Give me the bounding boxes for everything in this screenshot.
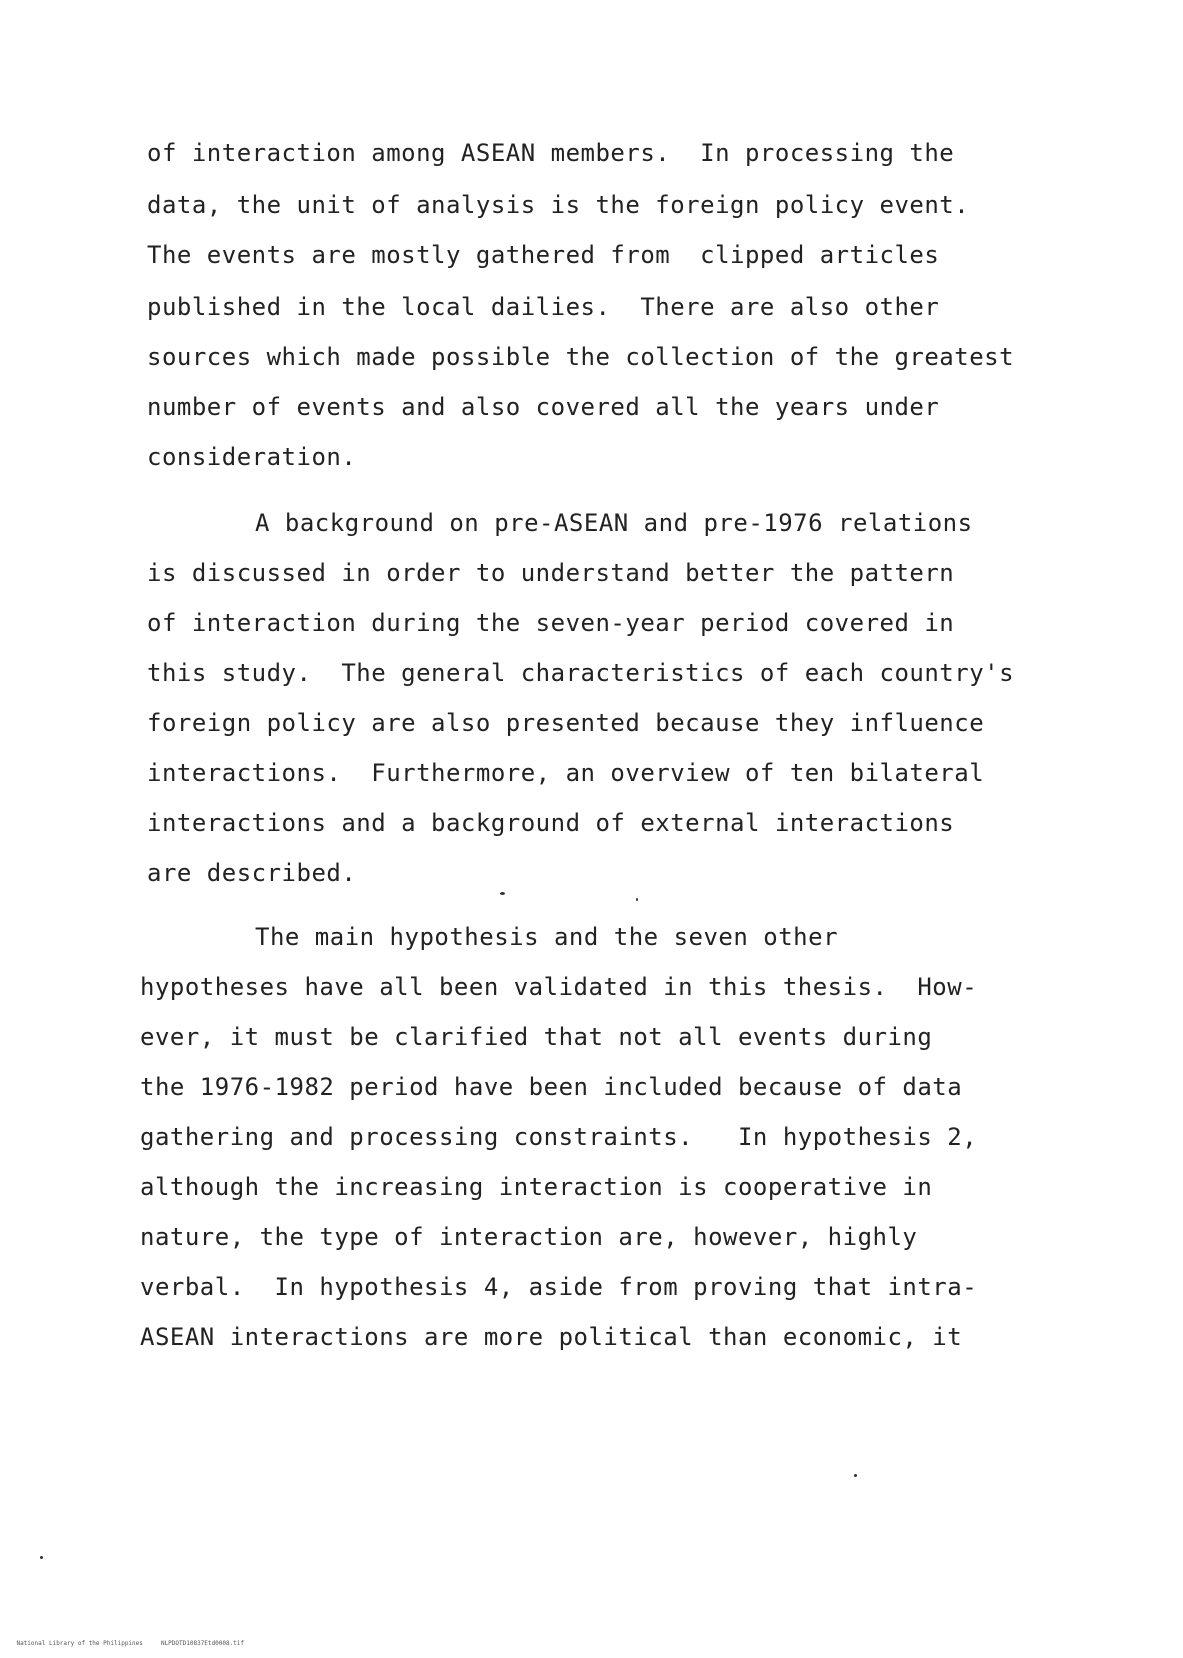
text-line: is discussed in order to understand better the pattern <box>147 559 955 587</box>
text-line: ASEAN interactions are more political than economic, it <box>140 1323 963 1351</box>
scan-footer <box>2 1632 244 1656</box>
footer-library: National Library of the Philippines <box>16 1640 143 1647</box>
text-line: although the increasing interaction is cooperative in <box>140 1173 933 1201</box>
text-line: nature, the type of interaction are, however, highly <box>140 1223 918 1251</box>
scan-speck <box>40 1556 43 1559</box>
text-line: of interaction among ASEAN members. In processing the <box>147 139 955 167</box>
text-line: the 1976-1982 period have been included because of data <box>140 1073 963 1101</box>
text-line: ever, it must be clarified that not all events during <box>140 1023 933 1051</box>
text-line: verbal. In hypothesis 4, aside from proving that intra- <box>140 1273 978 1301</box>
text-line: foreign policy are also presented because they influence <box>147 709 985 737</box>
text-line: of interaction during the seven-year period covered in <box>147 609 955 637</box>
scan-speck <box>636 898 638 901</box>
footer-file-id: NLPDOTD10837Etd0008.tif <box>160 1640 245 1647</box>
text-line: The main hypothesis and the seven other <box>255 923 839 951</box>
scan-speck <box>854 1474 857 1477</box>
text-line: data, the unit of analysis is the foreign policy event. <box>147 191 970 219</box>
text-line: published in the local dailies. There are also other <box>147 293 940 321</box>
text-line: interactions and a background of external interactions <box>147 809 955 837</box>
text-line: are described. <box>147 859 357 887</box>
text-line: The events are mostly gathered from clipped articles <box>147 241 940 269</box>
text-line: sources which made possible the collection of the greatest <box>147 343 1015 371</box>
text-line: interactions. Furthermore, an overview of ten bilateral <box>147 759 985 787</box>
text-line: gathering and processing constraints. In hypothesis 2, <box>140 1123 978 1151</box>
text-line: A background on pre-ASEAN and pre-1976 relations <box>255 509 973 537</box>
text-line: this study. The general characteristics of each country's <box>147 659 1015 687</box>
scan-speck <box>500 892 505 895</box>
text-line: consideration. <box>147 443 357 471</box>
text-line: number of events and also covered all the years under <box>147 393 940 421</box>
text-line: hypotheses have all been validated in this thesis. How- <box>140 973 978 1001</box>
